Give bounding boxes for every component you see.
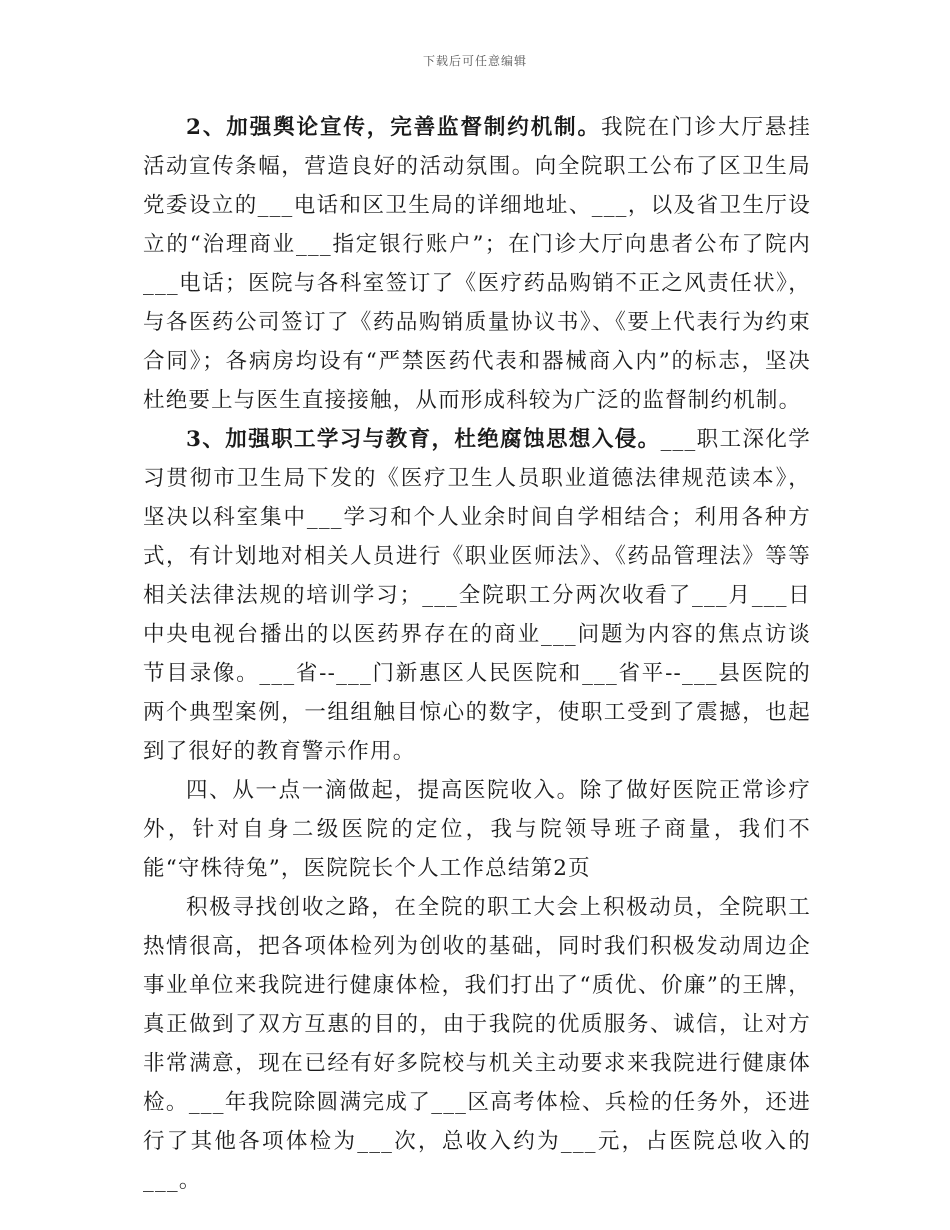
paragraph-text: 四、从一点一滴做起，提高医院收入。除了做好医院正常诊疗外，针对自身二级医院的定位，我与院领导班子商量，我们不能“守株待兔”，医院院长个人工作总结第2页 [143, 778, 811, 881]
document-body [143, 108, 811, 1200]
header-note: 下载后可任意编辑 [422, 54, 527, 68]
paragraph-heading: 3、加强职工学习与教育，杜绝腐蚀思想入侵。 [186, 427, 661, 452]
paragraph-text: ___职工深化学习贯彻市卫生局下发的《医疗卫生人员职业道德法律规范读本》，坚决以科室集中___学习和个人业余时间自学相结合；利用各种方式，有计划地对相关人员进行《职业医师法》、《药品管理法》等等相关法律法规的培训学习；___全院职工分两次收看了___月___日中央电视台播出的以医药界存在的商业___问题为内容的焦点访谈节目录像。___省--___门新惠区人民医院和___省平--___县医院的两个典型案例，一组组触目惊心的数字，使职工受到了震撼，也起到了很好的教育警示作用。 [143, 427, 811, 764]
paragraph-text: 我院在门诊大厅悬挂活动宣传条幅，营造良好的活动氛围。向全院职工公布了区卫生局党委设立的___电话和区卫生局的详细地址、___，以及省卫生厅设立的“治理商业___指定银行账户”；在门诊大厅向患者公布了院内___电话；医院与各科室签订了《医疗药品购销不正之风责任状》，与各医药公司签订了《药品购销质量协议书》、《要上代表行为约束合同》；各病房均设有“严禁医药代表和器械商入内”的标志，坚决杜绝要上与医生直接接触，从而形成科较为广泛的监督制约机制。 [143, 115, 812, 413]
paragraph-supervision [143, 108, 811, 420]
paragraph-heading: 2、加强舆论宣传，完善监督制约机制。 [186, 115, 601, 140]
paragraph-income [143, 771, 811, 888]
paragraph-text: 积极寻找创收之路，在全院的职工大会上积极动员，全院职工热情很高，把各项体检列为创收的基础，同时我们积极发动周边企事业单位来我院进行健康体检，我们打出了“质优、价廉”的王牌，真正做到了双方互惠的目的，由于我院的优质服务、诚信，让对方非常满意，现在已经有好多院校与机关主动要求来我院进行健康体检。___年我院除圆满完成了___区高考体检、兵检的任务外，还进行了其他各项体检为___次，总收入约为___元，占医院总收入的___。 [143, 895, 811, 1193]
paragraph-education [143, 420, 811, 771]
paragraph-health-checks [143, 888, 811, 1200]
